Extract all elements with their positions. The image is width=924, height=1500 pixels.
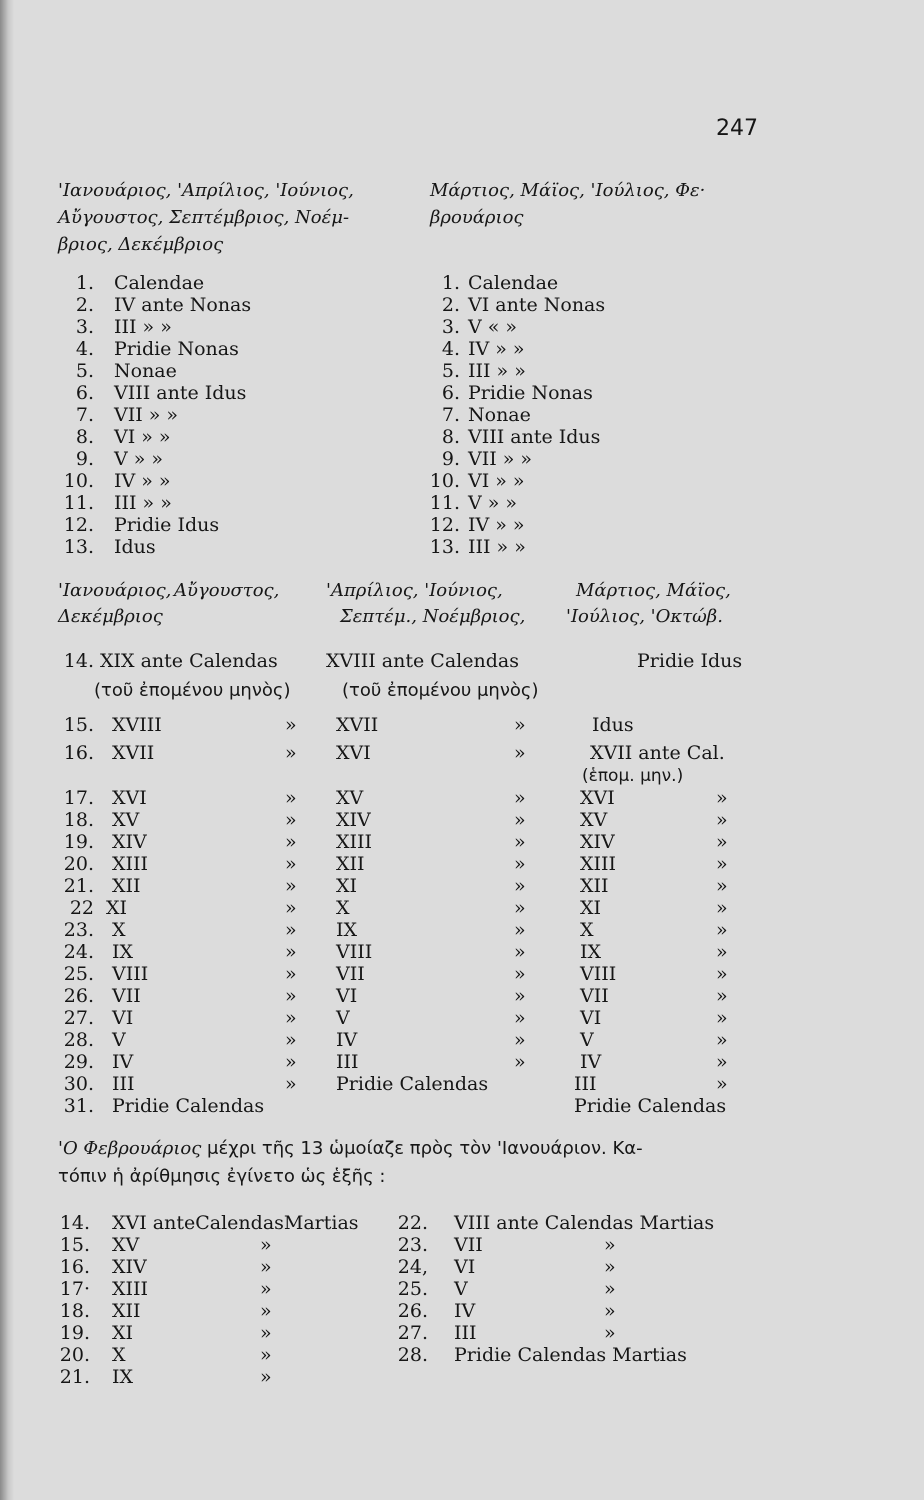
col-a-mark: » [285, 875, 297, 897]
row-number: 24. [63, 941, 94, 963]
col-b: XII [336, 853, 365, 875]
list-item-number: 6. [441, 382, 460, 404]
list-item-text: VII [454, 1234, 483, 1256]
col-a-mark: » [285, 742, 297, 764]
row14-col-b: XVIII ante Calendas [326, 650, 519, 672]
list-item-text: III [454, 1322, 477, 1344]
list-item-text: III » » [114, 316, 172, 338]
col-c-mark: » [716, 897, 728, 919]
col-a-mark: » [285, 1073, 297, 1095]
list-item-mark: » [260, 1344, 272, 1366]
col-c: XIII [580, 853, 617, 875]
paragraph-lead: 'Ο Φεβρουάριος [58, 1138, 202, 1159]
list-item-text: III » » [114, 492, 172, 514]
list-item-text: XI [112, 1322, 134, 1344]
col-a-mark: » [285, 714, 297, 736]
col-c: IX [580, 941, 602, 963]
col-c: XIV [580, 831, 615, 853]
col-c: XI [580, 897, 602, 919]
row-number: 30. [63, 1073, 94, 1095]
list-item-number: 15. [59, 1234, 90, 1256]
col-b-mark: » [514, 787, 526, 809]
row14-col-c: Pridie Idus [637, 650, 743, 672]
list-item-text: III » » [468, 536, 526, 558]
list-item-number: 23. [397, 1234, 428, 1256]
col-a: III [112, 1073, 135, 1095]
col-b: VII [336, 963, 365, 985]
col-c: XII [580, 875, 609, 897]
col-a: XVII [112, 742, 155, 764]
list-item-text: IX [112, 1366, 134, 1388]
col-b-mark: » [514, 1051, 526, 1073]
col-b: XV [336, 787, 364, 809]
col-b-mark: » [514, 941, 526, 963]
row-number: 17. [63, 787, 94, 809]
list-item-mark: » [260, 1278, 272, 1300]
paragraph-line1-rest: μέχρι τῆς 13 ὡμοίαζε πρὸς τὸν 'Ιανουάριον. Κα- [201, 1138, 643, 1159]
list-item-text: Pridie Idus [114, 514, 220, 536]
col-b-mark: » [514, 897, 526, 919]
list-item-text: VI [454, 1256, 476, 1278]
col-b-mark: » [514, 714, 526, 736]
list-item-number: 14. [59, 1212, 90, 1234]
col-c: V [580, 1029, 594, 1051]
list-item-mark: » [604, 1278, 616, 1300]
list-item-number: 13. [63, 536, 94, 558]
list-item-text: Idus [114, 536, 156, 558]
list-item-number: 9. [75, 448, 94, 470]
list-item-text: VI ante Nonas [468, 294, 606, 316]
list-item-text: XII [112, 1300, 141, 1322]
header2-col4-line2: 'Ιούλιος, 'Οκτώβ. [566, 606, 723, 627]
col-a: VI [112, 1007, 134, 1029]
row-number: 16. [63, 742, 94, 764]
col-b: VIII [336, 941, 373, 963]
col-a-mark: » [285, 787, 297, 809]
list-item-number: 27. [397, 1322, 428, 1344]
col-b: XI [336, 875, 358, 897]
list-item-text: IV [454, 1300, 476, 1322]
list-item-mark: » [604, 1300, 616, 1322]
row-number: 31. [63, 1095, 94, 1117]
list-item-number: 8. [441, 426, 460, 448]
list-item-number: 21. [59, 1366, 90, 1388]
header2-col1-line1: 'Ιανουάριος, [58, 580, 172, 601]
list-item-text: IV » » [468, 338, 525, 360]
list-item-number: 10. [63, 470, 94, 492]
col-c: XV [580, 809, 608, 831]
row-number: 19. [63, 831, 94, 853]
row14-col-a: XIX ante Calendas [100, 650, 278, 672]
list-item-text: IV » » [468, 514, 525, 536]
row-number: 18. [63, 809, 94, 831]
col-b-mark: » [514, 963, 526, 985]
col-c: VI [580, 1007, 602, 1029]
list-item-number: 16. [59, 1256, 90, 1278]
col-b-mark: » [514, 875, 526, 897]
col-b: Pridie Calendas [336, 1073, 489, 1095]
list-item-mark: » [260, 1366, 272, 1388]
col-c-mark: » [716, 919, 728, 941]
row-number: 22 [69, 897, 94, 919]
list-item-text: V [454, 1278, 468, 1300]
col-c: III [574, 1073, 597, 1095]
col-c-mark: » [716, 941, 728, 963]
list-item-mark: » [604, 1234, 616, 1256]
paragraph-line2: τόπιν ἡ ἀρίθμησις ἐγίνετο ὡς ἑξῆς : [58, 1166, 386, 1187]
col-a: Pridie Calendas [112, 1095, 265, 1117]
list-item-number: 1. [75, 272, 94, 294]
row-number: 25. [63, 963, 94, 985]
list-item-number: 4. [441, 338, 460, 360]
paragraph-line1 [58, 1138, 643, 1160]
list-item-text: VII » » [468, 448, 533, 470]
col-a: XVI [112, 787, 147, 809]
list-item-text: VI » » [114, 426, 171, 448]
list-item-number: 18. [59, 1300, 90, 1322]
row-number: 20. [63, 853, 94, 875]
col-c-mark: » [716, 1029, 728, 1051]
col-b: XVI [336, 742, 371, 764]
list-item-mark: » [260, 1300, 272, 1322]
col-a: XII [112, 875, 141, 897]
col-a: XV [112, 809, 140, 831]
col-a: IX [112, 941, 134, 963]
row-number: 14. [63, 650, 94, 672]
list-item-text: III » » [468, 360, 526, 382]
list-item-number: 19. [59, 1322, 90, 1344]
col-c-mark: » [716, 985, 728, 1007]
header1-right-line2: βρουάριος [430, 207, 524, 228]
list-item-text: XIII [112, 1278, 149, 1300]
col-b: XIV [336, 809, 371, 831]
col-a-mark: » [285, 1051, 297, 1073]
list-item-number: 5. [75, 360, 94, 382]
list-item-mark: » [604, 1322, 616, 1344]
list-item-text: XVI anteCalendasMartias [112, 1212, 359, 1234]
header1-left-line1: 'Ιανουάριος, 'Απρίλιος, 'Ιούνιος, [58, 180, 354, 201]
list-item-number: 10. [429, 470, 460, 492]
list-item-number: 9. [441, 448, 460, 470]
list-item-number: 2. [441, 294, 460, 316]
col-c-mark: » [716, 853, 728, 875]
col-b-mark: » [514, 831, 526, 853]
col-c-mark: » [716, 787, 728, 809]
col-a: V [112, 1029, 126, 1051]
header1-left-line3: βριος, Δεκέμβριος [58, 234, 224, 255]
list-item-number: 11. [63, 492, 94, 514]
list-item-number: 20. [59, 1344, 90, 1366]
list-item-text: Calendae [468, 272, 559, 294]
header1-right-line1: Μάρτιος, Μάϊος, 'Ιούλιος, Φε· [430, 180, 706, 201]
col-a: XIV [112, 831, 147, 853]
list-item-number: 8. [75, 426, 94, 448]
row-number: 21. [63, 875, 94, 897]
row16-note: (ἑπομ. μην.) [582, 766, 684, 786]
col-b-mark: » [514, 853, 526, 875]
col-c-mark: » [716, 1007, 728, 1029]
list-item-text: VI » » [468, 470, 525, 492]
list-item-text: IV » » [114, 470, 171, 492]
list-item-text: VIII ante Idus [468, 426, 601, 448]
col-a-mark: » [285, 897, 297, 919]
col-c: XVI [580, 787, 615, 809]
col-a: VII [112, 985, 141, 1007]
col-b: IX [336, 919, 358, 941]
col-b-mark: » [514, 742, 526, 764]
list-item-text: Pridie Nonas [468, 382, 593, 404]
list-item-number: 4. [75, 338, 94, 360]
col-a: XVIII [112, 714, 162, 736]
col-b: III [336, 1051, 359, 1073]
header1-left-line2: Αὔγουστος, Σεπτέμβριος, Νοέμ- [58, 207, 350, 228]
col-a-mark: » [285, 941, 297, 963]
col-a: X [112, 919, 126, 941]
list-item-text: VIII ante Idus [114, 382, 247, 404]
list-item-number: 17· [59, 1278, 90, 1300]
col-c-mark: » [716, 831, 728, 853]
col-b: IV [336, 1029, 358, 1051]
header2-col4-line1: Μάρτιος, Μάϊος, [576, 580, 731, 601]
list-item-text: Pridie Calendas Martias [454, 1344, 687, 1366]
col-b: X [336, 897, 350, 919]
list-item-number: 11. [429, 492, 460, 514]
list-item-number: 24, [397, 1256, 428, 1278]
header2-col3-line1: 'Απρίλιος, 'Ιούνιος, [326, 580, 503, 601]
row-number: 28. [63, 1029, 94, 1051]
list-item-text: IV ante Nonas [114, 294, 252, 316]
page-spine-shadow [0, 0, 14, 1500]
col-c: XVII ante Cal. [590, 742, 725, 764]
list-item-mark: » [260, 1322, 272, 1344]
list-item-text: X [112, 1344, 126, 1366]
col-b-mark: » [514, 1007, 526, 1029]
col-b: V [336, 1007, 350, 1029]
header2-col3-line2: Σεπτέμ., Νοέμβριος, [340, 606, 526, 627]
list-item-mark: » [260, 1234, 272, 1256]
list-item-text: V « » [468, 316, 518, 338]
row-number: 26. [63, 985, 94, 1007]
list-item-text: V » » [468, 492, 518, 514]
list-item-text: Calendae [114, 272, 205, 294]
col-a-mark: » [285, 1007, 297, 1029]
row14-note-b: (τοῦ ἐπομένου μηνὸς) [342, 680, 539, 701]
header2-col2-line1: Αὔγουστος, [174, 580, 280, 601]
col-b-mark: » [514, 809, 526, 831]
col-a-mark: » [285, 919, 297, 941]
list-item-number: 13. [429, 536, 460, 558]
list-item-text: Nonae [114, 360, 177, 382]
row-number: 29. [63, 1051, 94, 1073]
col-a: IV [112, 1051, 134, 1073]
list-item-text: XV [112, 1234, 140, 1256]
list-item-number: 6. [75, 382, 94, 404]
list-item-number: 22. [397, 1212, 428, 1234]
list-item-number: 25. [397, 1278, 428, 1300]
page-number: 247 [716, 116, 758, 141]
list-item-number: 12. [429, 514, 460, 536]
col-a-mark: » [285, 831, 297, 853]
list-item-number: 5. [441, 360, 460, 382]
list-item-number: 2. [75, 294, 94, 316]
col-c-mark: » [716, 875, 728, 897]
list-item-number: 26. [397, 1300, 428, 1322]
col-c: VIII [580, 963, 617, 985]
col-b-mark: » [514, 985, 526, 1007]
col-a: VIII [112, 963, 149, 985]
col-c: Idus [592, 714, 634, 736]
row-number: 27. [63, 1007, 94, 1029]
list-item-text: XIV [112, 1256, 147, 1278]
row14-note-a: (τοῦ ἐπομένου μηνὸς) [94, 680, 291, 701]
list-item-mark: » [604, 1256, 616, 1278]
col-a-mark: » [285, 985, 297, 1007]
col-c: X [580, 919, 594, 941]
list-item-number: 3. [75, 316, 94, 338]
col-b: XIII [336, 831, 373, 853]
col-a-mark: » [285, 809, 297, 831]
col-c: VII [580, 985, 609, 1007]
row-number: 23. [63, 919, 94, 941]
list-item-number: 3. [441, 316, 460, 338]
list-item-text: Nonae [468, 404, 531, 426]
col-a-mark: » [285, 963, 297, 985]
col-a: XI [106, 897, 128, 919]
list-item-text: Pridie Nonas [114, 338, 239, 360]
list-item-text: VII » » [114, 404, 179, 426]
col-b: XVII [336, 714, 379, 736]
col-c-mark: » [716, 809, 728, 831]
col-c-mark: » [716, 1073, 728, 1095]
list-item-mark: » [260, 1256, 272, 1278]
list-item-text: V » » [114, 448, 164, 470]
row-number: 15. [63, 714, 94, 736]
list-item-number: 1. [441, 272, 460, 294]
col-a-mark: » [285, 853, 297, 875]
col-a: XIII [112, 853, 149, 875]
col-b-mark: » [514, 919, 526, 941]
col-c: Pridie Calendas [574, 1095, 727, 1117]
col-b: VI [336, 985, 358, 1007]
list-item-number: 12. [63, 514, 94, 536]
header2-col1-line2: Δεκέμβριος [58, 606, 163, 627]
list-item-number: 7. [441, 404, 460, 426]
col-c-mark: » [716, 1051, 728, 1073]
list-item-text: VIII ante Calendas Martias [454, 1212, 715, 1234]
list-item-number: 7. [75, 404, 94, 426]
col-a-mark: » [285, 1029, 297, 1051]
col-c: IV [580, 1051, 602, 1073]
list-item-number: 28. [397, 1344, 428, 1366]
col-b-mark: » [514, 1029, 526, 1051]
col-c-mark: » [716, 963, 728, 985]
